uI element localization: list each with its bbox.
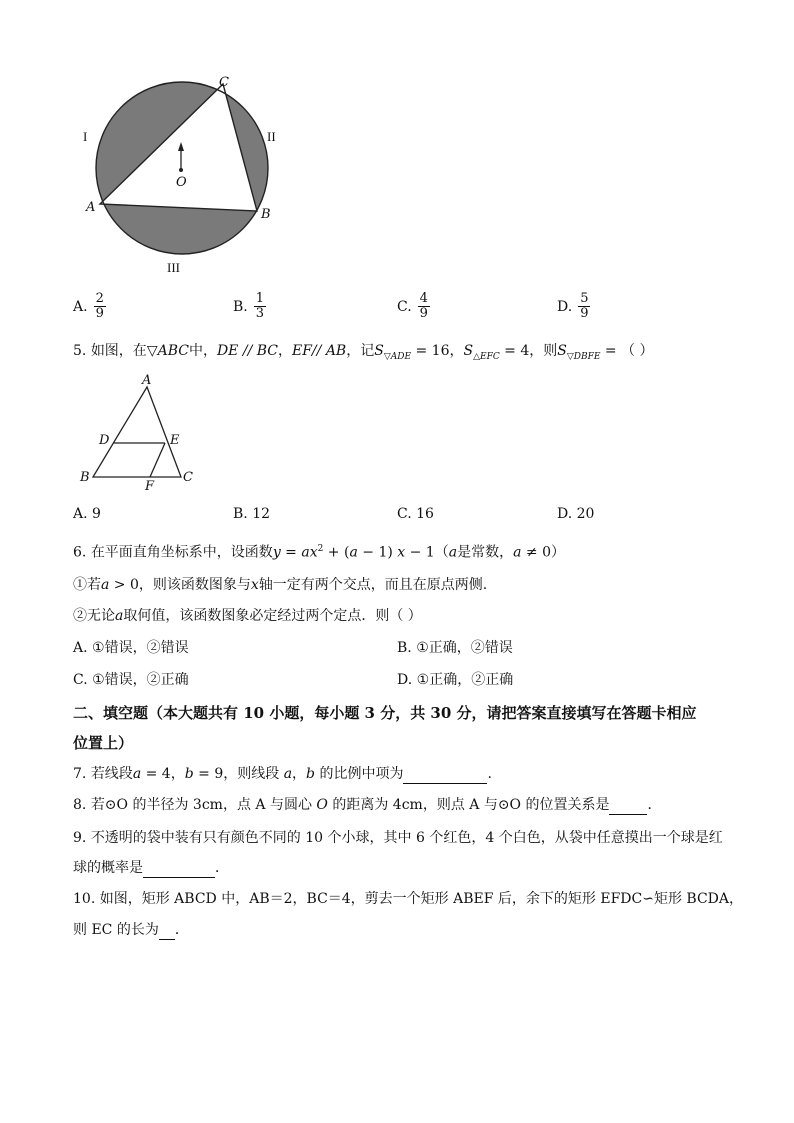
math: = — [280, 544, 302, 561]
math: ax — [301, 544, 318, 561]
q-number: 10. — [73, 891, 96, 907]
choice-letter: B. — [397, 640, 412, 656]
q6-stem — [73, 539, 565, 563]
text: 的距离为 4cm，则点 A 与⊙O 的位置关系是 — [327, 797, 610, 813]
denominator: 9 — [419, 306, 428, 321]
choice-letter: A. — [73, 506, 88, 522]
math-sub: △EFC — [473, 351, 500, 362]
denominator: 9 — [95, 306, 104, 321]
text: > 0，则该函数图象与 — [109, 577, 251, 593]
choice-value: 9 — [92, 506, 101, 522]
math: a — [513, 544, 522, 561]
section-heading: 二、填空题（本大题共有 10 小题，每小题 3 分，共 30 分，请把答案直接填写在答题卡相应 — [73, 704, 697, 722]
q-number: 8. — [73, 797, 87, 813]
text: = 9，则线段 — [193, 766, 284, 782]
label-A: A — [86, 200, 96, 215]
q-number: 6. — [73, 544, 87, 561]
text: . — [487, 766, 492, 782]
choice-value: 20 — [576, 506, 595, 522]
text: 如图，在 — [90, 343, 147, 359]
q9-line1 — [73, 828, 723, 848]
choice-letter: D. — [557, 298, 573, 315]
denominator: 9 — [580, 306, 589, 321]
text: = （ ） — [600, 343, 654, 359]
text: 球的概率是 — [73, 860, 143, 876]
math: − 1) — [357, 544, 398, 561]
label-III: III — [167, 260, 180, 275]
text: ． — [647, 797, 662, 813]
choice-letter: B. — [233, 298, 248, 315]
math-sub: ▽ADE — [383, 351, 412, 362]
math: − 1（ — [405, 544, 449, 561]
math: ≠ 0） — [521, 544, 565, 561]
q6-choice-c — [73, 670, 189, 690]
math: a — [115, 608, 124, 624]
choice-text: ①正确，②错误 — [416, 640, 513, 656]
q10-line2 — [73, 920, 189, 940]
q-number: 9. — [73, 830, 87, 846]
math: + ( — [323, 544, 350, 561]
math: a — [349, 544, 358, 561]
text: 取何值，该函数图象必定经过两个定点．则（ ） — [123, 608, 422, 624]
label-C: C — [183, 470, 193, 485]
answer-blank[interactable] — [403, 769, 487, 784]
triangle-abc-figure — [80, 370, 200, 495]
label-A: A — [142, 373, 152, 388]
label-E: E — [170, 433, 180, 448]
math: b — [306, 766, 316, 782]
math-sub: ▽DBFE — [566, 351, 601, 362]
text: 若⊙O 的半径为 3cm，点 A 与圆心 — [90, 797, 317, 813]
text: 若线段 — [90, 766, 133, 782]
math: S — [463, 343, 474, 359]
choice-text: ①错误，②错误 — [92, 640, 189, 656]
label-B: B — [80, 470, 90, 485]
fraction — [418, 292, 430, 321]
q5-choice-c — [397, 504, 434, 524]
q6-statement-1 — [73, 575, 487, 595]
text: = 4， — [141, 766, 185, 782]
text: ， — [278, 343, 292, 359]
q9-line2 — [73, 858, 229, 878]
q5-choice-a — [73, 504, 101, 524]
segment-ef — [150, 443, 165, 477]
label-II: II — [267, 129, 276, 144]
choice-letter: C. — [397, 298, 412, 315]
denominator: 3 — [255, 306, 265, 321]
q6-choice-a — [73, 638, 189, 658]
choice-letter: D. — [397, 672, 413, 688]
math: DE // BC — [216, 343, 278, 359]
q6-choice-d — [397, 670, 513, 690]
q4-choice-d — [557, 292, 590, 321]
text: = 16， — [411, 343, 464, 359]
label-O: O — [176, 175, 187, 190]
math: b — [184, 766, 194, 782]
answer-blank[interactable] — [143, 863, 215, 878]
math: x — [250, 577, 259, 593]
math: a — [283, 766, 293, 782]
math: O — [316, 797, 328, 813]
math: S — [557, 343, 567, 359]
numerator: 2 — [95, 291, 104, 306]
label-I: I — [83, 129, 88, 144]
fraction — [578, 292, 590, 321]
choice-letter: C. — [397, 506, 412, 522]
q5-stem — [73, 341, 654, 367]
text: ． — [174, 922, 189, 938]
math-sup: 2 — [317, 544, 324, 554]
text: 中， — [188, 343, 217, 359]
q4-choice-c — [397, 292, 430, 321]
text: 是常数， — [457, 544, 514, 561]
q-number: 5. — [73, 343, 87, 359]
label-B: B — [261, 207, 271, 222]
text: 在平面直角坐标系中，设函数 — [90, 544, 273, 561]
choice-value: 16 — [416, 506, 434, 522]
math: EF// AB — [292, 343, 347, 359]
q10-line1 — [73, 889, 743, 909]
q6-choice-b — [397, 638, 513, 658]
text: 如图，矩形 ABCD 中，AB＝2，BC＝4，剪去一个矩形 ABEF 后，余下的矩形 EFDC∽矩形 BCDA， — [99, 891, 744, 907]
answer-blank[interactable] — [609, 800, 647, 815]
text: ． — [215, 860, 229, 876]
q4-choice-b — [233, 292, 266, 321]
label-F: F — [145, 479, 155, 494]
q8 — [73, 795, 661, 815]
text: 的比例中项为 — [315, 766, 404, 782]
q5-choice-d — [557, 504, 594, 524]
text: ，记 — [346, 343, 375, 359]
text: 轴一定有两个交点，而且在原点两侧. — [258, 577, 488, 593]
answer-blank[interactable] — [159, 925, 175, 940]
q5-choice-b — [233, 504, 270, 524]
q4-choice-a — [73, 292, 106, 321]
text: ， — [292, 766, 307, 782]
numerator: 1 — [255, 291, 265, 306]
math: S — [374, 343, 384, 359]
text: 不透明的袋中装有只有颜色不同的 10 个小球，其中 6 个红色，4 个白色，从袋中任意摸出一个球是红 — [90, 830, 723, 846]
section-heading-cont: 位置上） — [73, 734, 134, 752]
math: x — [397, 544, 406, 561]
text: = 4，则 — [499, 343, 558, 359]
triangle-abc — [93, 387, 181, 477]
label-D: D — [99, 433, 110, 448]
choice-letter: C. — [73, 672, 88, 688]
choice-letter: B. — [233, 506, 248, 522]
choice-text: ①错误，②正确 — [92, 672, 189, 688]
text: ②无论 — [73, 608, 115, 624]
q-number: 7. — [73, 766, 87, 782]
numerator: 4 — [419, 291, 428, 306]
label-C: C — [219, 75, 229, 90]
choice-letter: D. — [557, 506, 573, 522]
choice-text: ①正确，②正确 — [416, 672, 514, 688]
center-point — [179, 168, 183, 172]
choice-letter: A. — [73, 640, 88, 656]
choice-letter: A. — [73, 298, 88, 315]
text: ①若 — [73, 577, 101, 593]
math: ▽ABC — [146, 343, 189, 359]
math: y — [272, 544, 281, 561]
math: a — [448, 544, 458, 561]
q6-statement-2 — [73, 606, 422, 626]
text: 则 EC 的长为 — [73, 922, 159, 938]
q7 — [73, 764, 492, 784]
fraction — [254, 292, 266, 321]
numerator: 5 — [580, 291, 589, 306]
math: a — [101, 577, 110, 593]
choice-value: 12 — [252, 506, 271, 522]
math: a — [132, 766, 142, 782]
fraction — [94, 292, 106, 321]
